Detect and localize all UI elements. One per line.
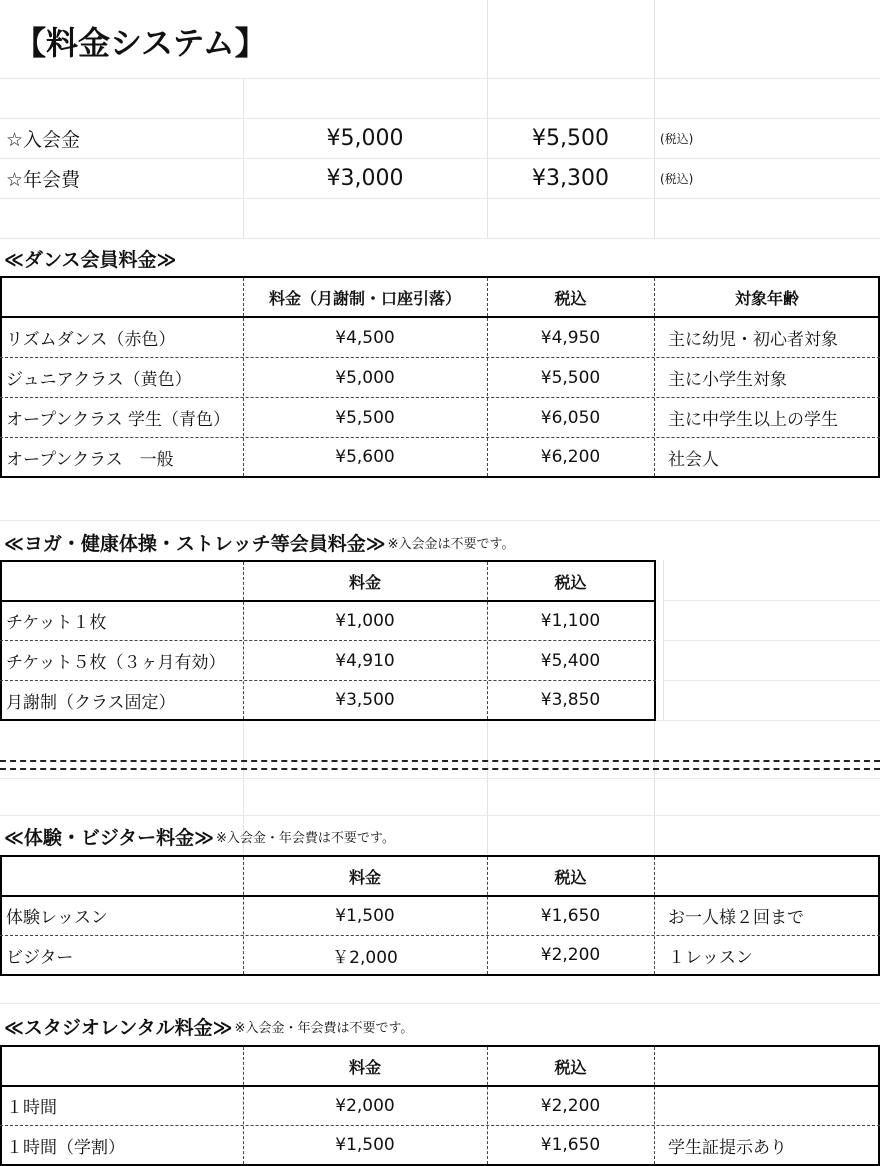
table-row-tax: ¥3,850 bbox=[540, 690, 601, 710]
table-row-target: 主に小学生対象 bbox=[668, 370, 787, 390]
table-row-price: ¥1,500 bbox=[335, 1135, 395, 1155]
table-row-label: ビジター bbox=[6, 947, 74, 968]
grid-line bbox=[0, 778, 880, 779]
column-header-age: 対象年齢 bbox=[734, 288, 799, 308]
table-row-tax: ¥2,200 bbox=[540, 945, 601, 965]
column-header-tax: 税込 bbox=[554, 288, 587, 308]
column-header-price: 料金 bbox=[348, 867, 381, 887]
fee-label: ☆入会金 bbox=[6, 128, 81, 151]
fee-tax-in: ¥3,300 bbox=[532, 165, 609, 191]
column-header-tax: 税込 bbox=[554, 1057, 587, 1077]
rental-heading bbox=[4, 1008, 413, 1044]
table-row-tax: ¥5,400 bbox=[540, 650, 601, 671]
yoga-note: ※入会金は不要です。 bbox=[387, 536, 515, 552]
trial-heading bbox=[4, 818, 395, 854]
grid-line bbox=[663, 680, 880, 681]
table-row-note: 学生証提示あり bbox=[668, 1137, 787, 1158]
section-divider bbox=[0, 760, 880, 762]
table-row-price: ¥5,500 bbox=[335, 407, 395, 428]
grid-line bbox=[0, 1003, 880, 1004]
table-row-label: オープンクラス 一般 bbox=[6, 449, 174, 470]
table-row-price: ¥4,500 bbox=[335, 327, 395, 348]
table-row-price: ¥5,000 bbox=[335, 367, 395, 388]
column-header-price: 料金 bbox=[348, 1057, 381, 1077]
column-header-price: 料金 bbox=[348, 572, 381, 592]
grid-line bbox=[487, 720, 488, 855]
rental-heading-text: ≪スタジオレンタル料金≫ bbox=[4, 1016, 233, 1039]
column-header-tax: 税込 bbox=[554, 867, 587, 887]
col-rule bbox=[654, 857, 655, 974]
yoga-heading bbox=[4, 524, 514, 560]
rental-note: ※入会金・年会費は不要です。 bbox=[234, 1020, 414, 1036]
table-row-tax: ¥1,650 bbox=[540, 1135, 601, 1155]
column-header-price: 料金（月謝制・口座引落） bbox=[268, 288, 461, 308]
grid-line bbox=[0, 815, 880, 816]
table-row-tax: ¥2,200 bbox=[540, 1095, 601, 1116]
table-row-price: ¥3,500 bbox=[335, 690, 395, 710]
table-row-price: ¥5,600 bbox=[335, 447, 395, 467]
table-row-label: ジュニアクラス（黄色） bbox=[6, 370, 192, 390]
dance-heading: ≪ダンス会員料金≫ bbox=[4, 248, 177, 271]
table-row-price: ¥4,910 bbox=[335, 650, 395, 671]
fee-label: ☆年会費 bbox=[6, 168, 81, 191]
table-row-label: リズムダンス（赤色） bbox=[6, 330, 176, 350]
fee-note: (税込) bbox=[660, 131, 694, 146]
fee-tax-in: ¥5,500 bbox=[532, 125, 609, 151]
table-row-label: チケット１枚 bbox=[6, 613, 107, 633]
table-row-label: オープンクラス 学生（青色） bbox=[6, 410, 231, 430]
table-row-price: ￥2,000 bbox=[332, 947, 398, 968]
table-row-note: お一人様２回まで bbox=[668, 908, 804, 928]
table-row-tax: ¥1,650 bbox=[540, 905, 601, 926]
fee-price: ¥5,000 bbox=[326, 125, 404, 151]
table-row-target: 社会人 bbox=[668, 449, 719, 470]
grid-line bbox=[0, 198, 880, 199]
table-row-label: １時間（学割） bbox=[6, 1137, 125, 1158]
fee-price: ¥3,000 bbox=[326, 165, 404, 191]
grid-line bbox=[0, 520, 880, 521]
table-row-target: 主に中学生以上の学生 bbox=[668, 410, 838, 430]
trial-heading-text: ≪体験・ビジター料金≫ bbox=[4, 826, 215, 849]
grid-line bbox=[663, 640, 880, 641]
table-row-price: ¥1,000 bbox=[335, 610, 395, 631]
table-row-tax: ¥4,950 bbox=[540, 327, 601, 348]
column-header-tax: 税込 bbox=[554, 572, 587, 592]
page-title: 【料金システム】 bbox=[14, 24, 267, 62]
grid-line bbox=[0, 238, 880, 239]
grid-line bbox=[654, 0, 655, 238]
table-row-target: 主に幼児・初心者対象 bbox=[668, 330, 838, 350]
trial-note: ※入会金・年会費は不要です。 bbox=[216, 830, 395, 846]
col-rule bbox=[654, 1047, 655, 1164]
section-divider bbox=[0, 768, 880, 770]
table-row-price: ¥1,500 bbox=[335, 905, 395, 926]
grid-line bbox=[663, 600, 880, 601]
table-row-label: 体験レッスン bbox=[6, 908, 108, 928]
table-row-tax: ¥6,050 bbox=[540, 407, 601, 428]
table-row-tax: ¥6,200 bbox=[540, 447, 601, 467]
grid-line bbox=[654, 720, 655, 855]
grid-line bbox=[0, 78, 880, 79]
fee-note: (税込) bbox=[660, 171, 694, 186]
table-row-tax: ¥1,100 bbox=[540, 610, 601, 631]
table-row-label: １時間 bbox=[6, 1098, 57, 1118]
table-row-label: 月謝制（クラス固定） bbox=[6, 692, 176, 713]
yoga-heading-text: ≪ヨガ・健康体操・ストレッチ等会員料金≫ bbox=[4, 532, 386, 555]
table-row-price: ¥2,000 bbox=[335, 1095, 395, 1116]
table-row-tax: ¥5,500 bbox=[540, 367, 601, 388]
table-row-note: １レッスン bbox=[668, 947, 753, 968]
table-row-label: チケット５枚（３ヶ月有効） bbox=[6, 653, 226, 673]
